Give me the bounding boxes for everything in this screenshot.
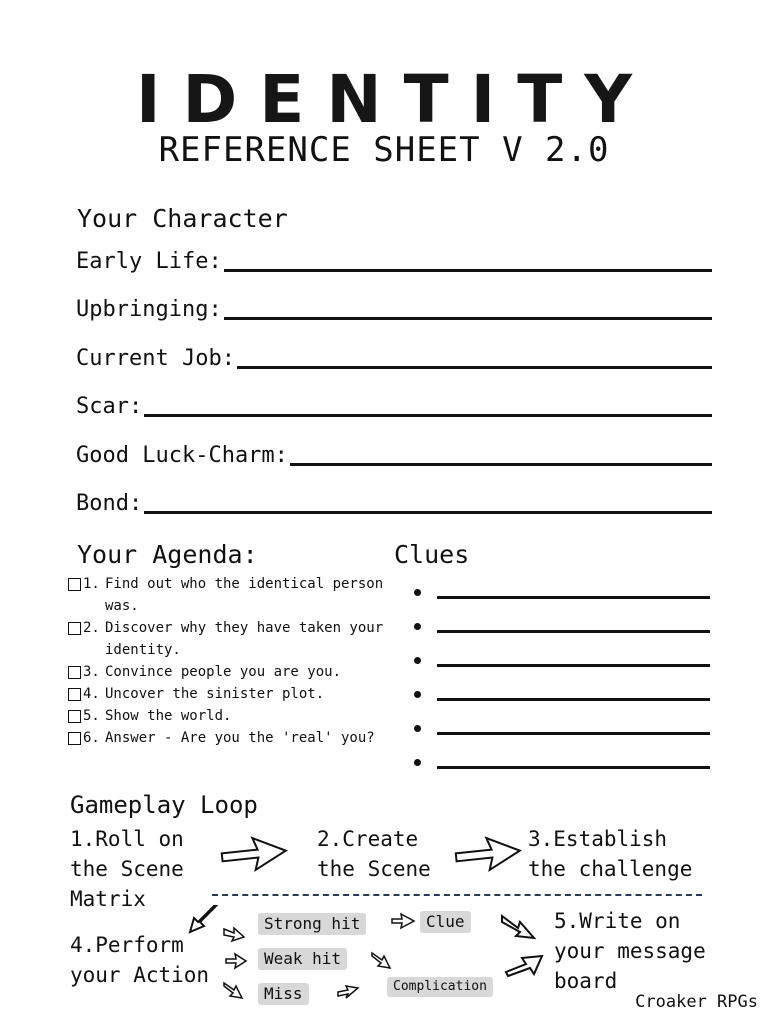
arrow-down-right-icon	[498, 912, 538, 942]
step-establish-challenge	[528, 824, 692, 884]
step-create-scene	[317, 824, 431, 884]
clues-heading: Clues	[394, 540, 470, 569]
agenda-number: 5.	[83, 708, 100, 724]
agenda-text: Show the world.	[105, 708, 232, 724]
write-line	[237, 344, 712, 369]
arrow-down-left-icon	[186, 902, 222, 936]
field-label: Early Life:	[76, 249, 222, 274]
field-label: Scar:	[76, 394, 143, 419]
write-line	[144, 392, 712, 417]
clue-entry[interactable]	[414, 615, 710, 637]
clue-entry[interactable]	[414, 649, 710, 671]
agenda-number: 1.	[83, 576, 100, 592]
agenda-checkbox[interactable]	[68, 732, 81, 745]
arrow-right-icon	[218, 834, 290, 874]
arrow-right-icon	[452, 834, 524, 874]
arrow-down-right-icon	[370, 950, 394, 970]
bullet-icon	[414, 657, 421, 664]
agenda-text: Find out who the identical person was.	[105, 576, 384, 614]
agenda-number: 2.	[83, 620, 100, 636]
bullet-icon	[414, 589, 421, 596]
step-text: 5.Write on	[554, 909, 681, 933]
write-line	[437, 654, 710, 667]
agenda-text: Discover why they have taken your identity.	[105, 620, 384, 658]
agenda-item	[68, 573, 388, 617]
loop-divider	[212, 894, 702, 896]
arrow-up-right-icon	[336, 984, 360, 1002]
complication-badge: Complication	[387, 977, 493, 997]
agenda-text: Answer - Are you the 'real' you?	[105, 730, 375, 746]
agenda-number: 6.	[83, 730, 100, 746]
bullet-icon	[414, 725, 421, 732]
miss-badge: Miss	[258, 983, 309, 1005]
step-text: 2.Create	[317, 827, 419, 851]
agenda-item	[68, 705, 388, 727]
arrow-right-icon	[222, 925, 246, 943]
agenda-checkbox[interactable]	[68, 688, 81, 701]
write-line	[144, 489, 712, 514]
write-line	[437, 688, 710, 701]
agenda-heading: Your Agenda:	[77, 540, 258, 569]
bullet-icon	[414, 623, 421, 630]
weak-hit-badge: Weak hit	[258, 948, 347, 970]
agenda-checkbox[interactable]	[68, 710, 81, 723]
write-line	[437, 586, 710, 599]
step-text: your Action	[70, 963, 210, 987]
field-label: Current Job:	[76, 346, 235, 371]
clue-entry[interactable]	[414, 751, 710, 773]
bullet-icon	[414, 691, 421, 698]
step-text: 1.Roll on	[70, 827, 184, 851]
agenda-checkbox[interactable]	[68, 622, 81, 635]
strong-hit-badge: Strong hit	[258, 913, 366, 935]
field-label: Bond:	[76, 491, 143, 516]
agenda-text: Convince people you are you.	[105, 664, 342, 680]
step-roll-scene-matrix	[70, 824, 184, 914]
agenda-item	[68, 617, 388, 661]
step-text: the challenge	[528, 857, 693, 881]
write-line	[437, 722, 710, 735]
step-text: the Scene	[70, 857, 184, 881]
current-job-field[interactable]	[76, 339, 712, 373]
character-heading: Your Character	[77, 204, 288, 233]
clue-badge: Clue	[420, 911, 471, 933]
step-write-message-board	[554, 906, 706, 996]
bond-field[interactable]	[76, 484, 712, 518]
arrow-right-icon	[390, 912, 416, 930]
step-perform-action	[70, 930, 209, 990]
agenda-checkbox[interactable]	[68, 578, 81, 591]
clue-entry[interactable]	[414, 683, 710, 705]
agenda-checkbox[interactable]	[68, 666, 81, 679]
agenda-text: Uncover the sinister plot.	[105, 686, 325, 702]
agenda-number: 3.	[83, 664, 100, 680]
agenda-item	[68, 661, 388, 683]
step-text: the Scene	[317, 857, 431, 881]
write-line	[224, 295, 712, 320]
arrow-up-right-icon	[502, 950, 546, 980]
clue-entry[interactable]	[414, 717, 710, 739]
bullet-icon	[414, 759, 421, 766]
write-line	[437, 756, 710, 769]
agenda-number: 4.	[83, 686, 100, 702]
write-line	[290, 441, 712, 466]
page-title: IDENTITY	[135, 61, 655, 138]
arrow-down-right-icon	[222, 980, 246, 1000]
step-text: board	[554, 969, 618, 993]
early-life-field[interactable]	[76, 242, 712, 276]
good-luck-charm-field[interactable]	[76, 436, 712, 470]
arrow-right-icon	[224, 952, 248, 970]
agenda-item	[68, 727, 388, 749]
agenda-item	[68, 683, 388, 705]
write-line	[224, 247, 712, 272]
step-text: Matrix	[70, 887, 146, 911]
step-text: your message	[554, 939, 706, 963]
gameplay-heading: Gameplay Loop	[70, 791, 258, 819]
clue-entry[interactable]	[414, 581, 710, 603]
scar-field[interactable]	[76, 387, 712, 421]
step-text: 3.Establish	[528, 827, 668, 851]
credit-text: Croaker RPGs	[635, 992, 758, 1012]
step-text: 4.Perform	[70, 933, 184, 957]
field-label: Good Luck-Charm:	[76, 443, 288, 468]
field-label: Upbringing:	[76, 297, 222, 322]
write-line	[437, 620, 710, 633]
upbringing-field[interactable]	[76, 290, 712, 324]
page-subtitle: REFERENCE SHEET V 2.0	[158, 130, 610, 170]
